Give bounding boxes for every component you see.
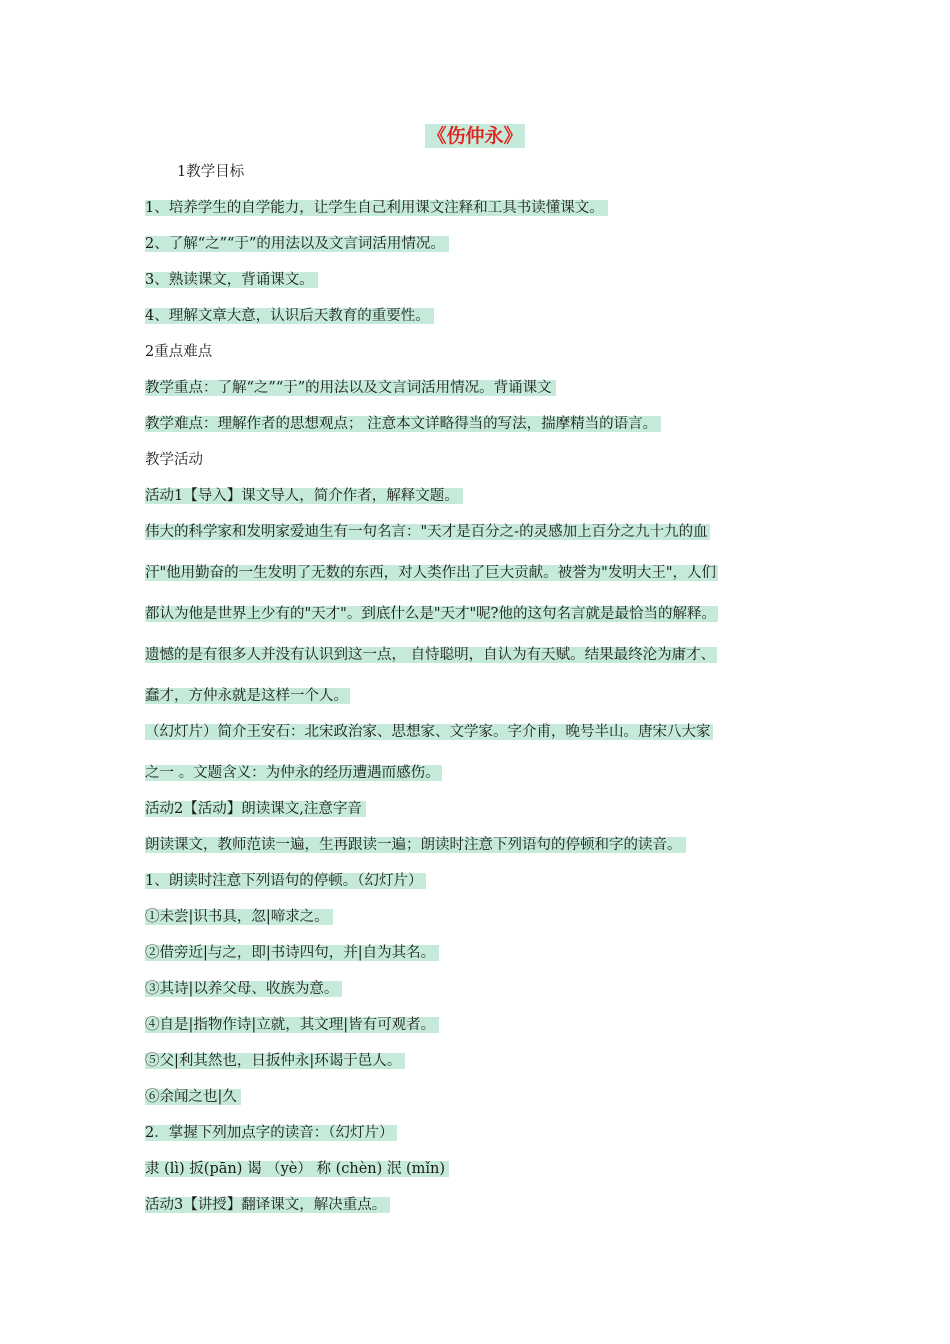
author-paragraph bbox=[145, 722, 810, 783]
pause-heading: 1、朗读时注意下列语句的停顿。（幻灯片） bbox=[145, 871, 810, 891]
paragraph-line: 都认为他是世界上少有的"天才"。到底什么是"天才"呢?他的这句名言就是最恰当的解释。 bbox=[145, 606, 716, 622]
document-title bbox=[0, 124, 950, 148]
pronunciation-list: 隶 (lì) 扳(pān) 谒 （yè） 称 (chèn) 泯 (mǐn) bbox=[145, 1159, 810, 1179]
pause-item: ⑤父|利其然也，日扳仲永|环谒于邑人。 bbox=[145, 1051, 810, 1071]
paragraph-line: （幻灯片）简介王安石：北宋政治家、思想家、文学家。字介甫，晚号半山。唐宋八大家 bbox=[145, 724, 711, 740]
key-point: 教学重点：了解“之”“于”的用法以及文言词活用情况。背诵课文 bbox=[145, 378, 810, 398]
pause-item: ③其诗|以养父母、收族为意。 bbox=[145, 979, 810, 999]
paragraph-line: 遗憾的是有很多人并没有认识到这一点， 自恃聪明，自认为有天赋。结果最终沦为庸才、 bbox=[145, 647, 716, 663]
objective-1: 1、培养学生的自学能力，让学生自己利用课文注释和工具书读懂课文。 bbox=[145, 198, 810, 218]
pause-item: ④自是|指物作诗|立就，其文理|皆有可观者。 bbox=[145, 1015, 810, 1035]
pause-item: ⑥余闻之也|久 bbox=[145, 1087, 810, 1107]
pause-item: ①未尝|识书具，忽|啼求之。 bbox=[145, 907, 810, 927]
activity-2-heading: 活动2【活动】朗读课文,注意字音 bbox=[145, 799, 810, 819]
paragraph-line: 汗"他用勤奋的一生发明了无数的东西，对人类作出了巨大贡献。被誉为"发明大王"，人们 bbox=[145, 565, 717, 581]
objective-2: 2、了解“之”“于”的用法以及文言词活用情况。 bbox=[145, 234, 810, 254]
section-heading-objectives: 1教学目标 bbox=[177, 164, 245, 180]
objective-3: 3、熟读课文，背诵课文。 bbox=[145, 270, 810, 290]
objective-4: 4、理解文章大意，认识后天教育的重要性。 bbox=[145, 306, 810, 326]
activity-1-heading: 活动1【导入】课文导人，简介作者，解释文题。 bbox=[145, 486, 810, 506]
section-heading-activities: 教学活动 bbox=[145, 452, 203, 468]
reading-instruction: 朗读课文，教师范读一遍，生再跟读一遍；朗读时注意下列语句的停顿和字的读音。 bbox=[145, 835, 810, 855]
paragraph-line: 之一 。文题含义：为仲永的经历遭遇而感伤。 bbox=[145, 765, 440, 781]
paragraph-line: 伟大的科学家和发明家爱迪生有一句名言："天才是百分之-的灵感加上百分之九十九的血 bbox=[145, 524, 708, 540]
difficult-point: 教学难点：理解作者的思想观点； 注意本文详略得当的写法，揣摩精当的语言。 bbox=[145, 414, 810, 434]
activity-3-heading: 活动3【讲授】翻译课文，解决重点。 bbox=[145, 1195, 810, 1215]
paragraph-line: 蠢才，方仲永就是这样一个人。 bbox=[145, 688, 348, 704]
document-body bbox=[145, 162, 810, 1231]
pause-item: ②借旁近|与之，即|书诗四句，并|自为其名。 bbox=[145, 943, 810, 963]
section-heading-key-points: 2重点难点 bbox=[145, 344, 213, 360]
intro-paragraph bbox=[145, 522, 810, 706]
pronunciation-heading: 2．掌握下列加点字的读音：（幻灯片） bbox=[145, 1123, 810, 1143]
title-text: 《伤仲永》 bbox=[427, 125, 523, 147]
